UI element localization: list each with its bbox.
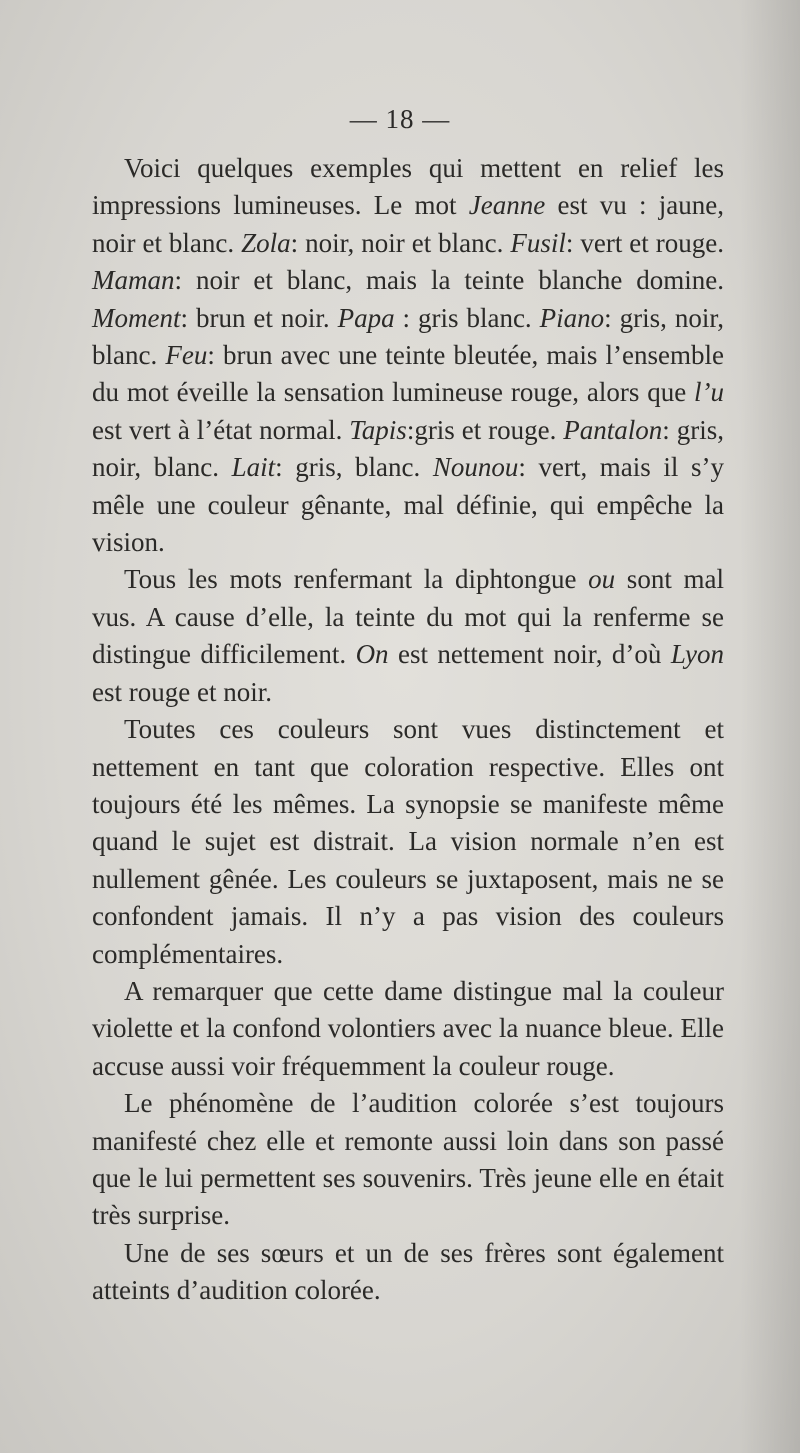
text-run: Tous les mots renfermant la diphtongue [124, 564, 589, 595]
text-run: est nettement noir, d’où [388, 639, 671, 670]
text-run: sont mal vus. A cause d’elle, la teinte du mot qui la renferme se distingue difficilement. [92, 564, 724, 670]
italic-word: Pantalon [563, 414, 663, 445]
paragraph-colour-stability [92, 711, 724, 973]
text-run: : vert et rouge. [565, 227, 724, 258]
paragraph-diphthong-ou [92, 561, 724, 711]
italic-word: Lait [231, 452, 276, 483]
body-text [92, 150, 724, 1310]
italic-word: Piano [539, 302, 605, 333]
paragraph-siblings [92, 1235, 724, 1310]
italic-word: l’u [694, 377, 724, 408]
text-run: Toutes ces couleurs sont vues distinctement et nettement en tant que coloration respective. Elles ont toujours été les mêmes. La synopsie se manifeste même quand le sujet est distrait. La vision normale n’en est nullement gênée. Les couleurs se juxtaposent, mais ne se confondent jamais. Il n’y a pas vision des couleurs complémentaires. [92, 714, 724, 969]
text-run: :gris et rouge. [406, 414, 564, 445]
italic-word: On [355, 639, 389, 670]
text-run: Voici quelques exemples qui mettent en relief les impressions lumineuses. Le mot [92, 153, 724, 221]
text-run: est rouge et noir. [92, 676, 272, 707]
italic-word: Fusil [510, 227, 566, 258]
text-run: : vert, mais il s’y mêle une couleur gênante, mal définie, qui empêche la vision. [92, 452, 724, 558]
italic-word: Zola [241, 227, 291, 258]
text-run: Le phénomène de l’audition colorée s’est toujours manifesté chez elle et remonte aussi loin dans son passé que le lui permettent ses souvenirs. Très jeune elle en était très surprise. [92, 1088, 724, 1231]
italic-word: Lyon [670, 639, 725, 670]
italic-word: Tapis [349, 414, 407, 445]
italic-word: Feu [165, 340, 208, 371]
italic-word: Papa [337, 302, 395, 333]
text-run: A remarquer que cette dame distingue mal la couleur violette et la confond volontiers avec la nuance bleue. Elle accuse aussi voir fréquemment la couleur rouge. [92, 975, 724, 1081]
italic-word: ou [588, 564, 616, 595]
text-run: Une de ses sœurs et un de ses frères sont également atteints d’audition colorée. [92, 1237, 724, 1306]
italic-word: Moment [92, 302, 181, 333]
page-number: — 18 — [349, 104, 451, 134]
paragraph-examples [92, 150, 724, 561]
page-edge-shadow [740, 0, 800, 1453]
text-run: : brun et noir. [180, 302, 338, 333]
text-run: est vu : jaune, noir et blanc. [92, 190, 725, 258]
text-run: : gris, noir, blanc. [92, 302, 724, 371]
paragraph-origin [92, 1085, 724, 1235]
text-run: : gris, blanc. [275, 452, 433, 483]
paragraph-violet-confusion [92, 973, 724, 1085]
text-run: : brun avec une teinte bleutée, mais l’ensemble du mot éveille la sensation lumineuse rouge, alors que [92, 340, 724, 408]
italic-word: Nounou [432, 452, 519, 483]
text-run: : noir, noir et blanc. [290, 227, 511, 258]
text-run: : gris, noir, blanc. [92, 414, 724, 483]
italic-word: Jeanne [468, 190, 546, 221]
italic-word: Maman [92, 265, 175, 296]
text-run: : gris blanc. [394, 302, 540, 333]
text-run: est vert à l’état normal. [92, 414, 350, 445]
text-run: : noir et blanc, mais la teinte blanche domine. [174, 265, 724, 296]
